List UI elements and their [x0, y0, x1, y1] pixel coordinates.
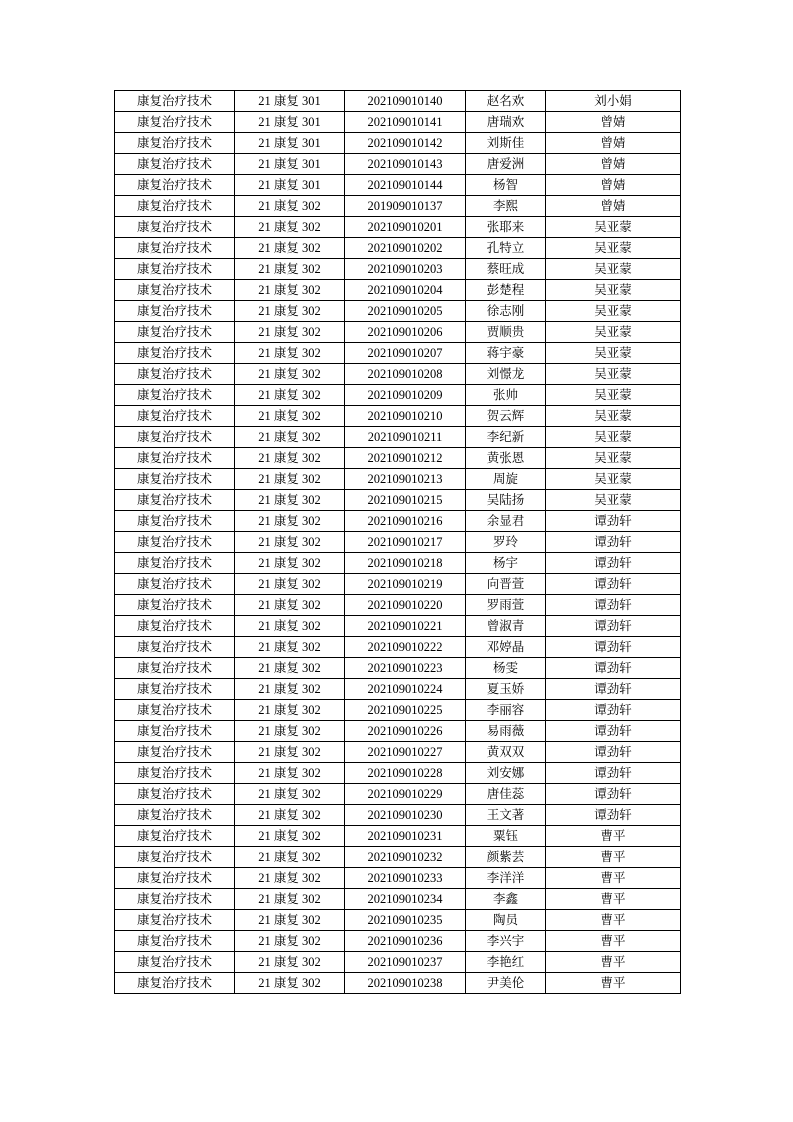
- cell-student_id: 202109010237: [345, 952, 466, 973]
- cell-class: 21 康复 301: [235, 112, 345, 133]
- table-row: [115, 280, 681, 301]
- table-row: [115, 175, 681, 196]
- cell-class: 21 康复 301: [235, 175, 345, 196]
- cell-class: 21 康复 302: [235, 280, 345, 301]
- cell-student_name: 王文著: [466, 805, 546, 826]
- table-row: [115, 826, 681, 847]
- cell-advisor: 吴亚蒙: [546, 427, 681, 448]
- cell-class: 21 康复 302: [235, 322, 345, 343]
- table-row: [115, 259, 681, 280]
- cell-student_id: 202109010236: [345, 931, 466, 952]
- cell-class: 21 康复 302: [235, 490, 345, 511]
- cell-major: 康复治疗技术: [115, 868, 235, 889]
- table-row: [115, 595, 681, 616]
- cell-advisor: 曹平: [546, 826, 681, 847]
- cell-class: 21 康复 302: [235, 616, 345, 637]
- cell-major: 康复治疗技术: [115, 490, 235, 511]
- cell-major: 康复治疗技术: [115, 784, 235, 805]
- cell-student_id: 202109010223: [345, 658, 466, 679]
- cell-major: 康复治疗技术: [115, 700, 235, 721]
- cell-advisor: 吴亚蒙: [546, 448, 681, 469]
- cell-class: 21 康复 302: [235, 931, 345, 952]
- cell-major: 康复治疗技术: [115, 679, 235, 700]
- cell-student_id: 202109010219: [345, 574, 466, 595]
- cell-student_name: 刘憬龙: [466, 364, 546, 385]
- table-row: [115, 700, 681, 721]
- table-row: [115, 637, 681, 658]
- cell-major: 康复治疗技术: [115, 763, 235, 784]
- cell-class: 21 康复 302: [235, 448, 345, 469]
- cell-advisor: 吴亚蒙: [546, 280, 681, 301]
- cell-class: 21 康复 301: [235, 91, 345, 112]
- cell-advisor: 曹平: [546, 868, 681, 889]
- cell-student_id: 202109010203: [345, 259, 466, 280]
- cell-student_id: 201909010137: [345, 196, 466, 217]
- cell-student_id: 202109010238: [345, 973, 466, 994]
- cell-student_name: 李丽容: [466, 700, 546, 721]
- cell-advisor: 谭劲轩: [546, 700, 681, 721]
- cell-student_name: 邓婷晶: [466, 637, 546, 658]
- cell-major: 康复治疗技术: [115, 637, 235, 658]
- table-row: [115, 511, 681, 532]
- table-row: [115, 847, 681, 868]
- cell-major: 康复治疗技术: [115, 931, 235, 952]
- cell-class: 21 康复 302: [235, 847, 345, 868]
- cell-student_id: 202109010144: [345, 175, 466, 196]
- cell-major: 康复治疗技术: [115, 511, 235, 532]
- cell-advisor: 谭劲轩: [546, 784, 681, 805]
- cell-student_name: 唐佳蕊: [466, 784, 546, 805]
- table-row: [115, 217, 681, 238]
- table-row: [115, 133, 681, 154]
- cell-advisor: 吴亚蒙: [546, 490, 681, 511]
- cell-advisor: 谭劲轩: [546, 574, 681, 595]
- table-row: [115, 238, 681, 259]
- cell-student_name: 李熙: [466, 196, 546, 217]
- cell-student_id: 202109010211: [345, 427, 466, 448]
- cell-student_name: 彭楚程: [466, 280, 546, 301]
- cell-student_name: 张耶来: [466, 217, 546, 238]
- cell-student_name: 黄双双: [466, 742, 546, 763]
- cell-student_name: 贾顺贵: [466, 322, 546, 343]
- cell-major: 康复治疗技术: [115, 721, 235, 742]
- cell-major: 康复治疗技术: [115, 343, 235, 364]
- cell-class: 21 康复 301: [235, 154, 345, 175]
- cell-student_id: 202109010213: [345, 469, 466, 490]
- table-row: [115, 763, 681, 784]
- cell-student_id: 202109010143: [345, 154, 466, 175]
- cell-advisor: 谭劲轩: [546, 679, 681, 700]
- cell-class: 21 康复 302: [235, 301, 345, 322]
- cell-advisor: 曹平: [546, 931, 681, 952]
- table-row: [115, 574, 681, 595]
- cell-student_id: 202109010232: [345, 847, 466, 868]
- cell-advisor: 谭劲轩: [546, 637, 681, 658]
- cell-advisor: 吴亚蒙: [546, 259, 681, 280]
- cell-advisor: 谭劲轩: [546, 553, 681, 574]
- cell-student_name: 罗雨萱: [466, 595, 546, 616]
- cell-student_id: 202109010215: [345, 490, 466, 511]
- cell-class: 21 康复 302: [235, 595, 345, 616]
- cell-student_id: 202109010205: [345, 301, 466, 322]
- cell-class: 21 康复 302: [235, 784, 345, 805]
- cell-student_name: 孔特立: [466, 238, 546, 259]
- cell-advisor: 谭劲轩: [546, 721, 681, 742]
- cell-major: 康复治疗技术: [115, 427, 235, 448]
- cell-major: 康复治疗技术: [115, 238, 235, 259]
- cell-class: 21 康复 302: [235, 910, 345, 931]
- cell-student_name: 曾淑青: [466, 616, 546, 637]
- cell-advisor: 谭劲轩: [546, 763, 681, 784]
- cell-major: 康复治疗技术: [115, 847, 235, 868]
- cell-class: 21 康复 302: [235, 469, 345, 490]
- cell-advisor: 谭劲轩: [546, 511, 681, 532]
- table-row: [115, 931, 681, 952]
- cell-advisor: 吴亚蒙: [546, 322, 681, 343]
- cell-student_id: 202109010227: [345, 742, 466, 763]
- cell-student_name: 刘安娜: [466, 763, 546, 784]
- cell-student_name: 易雨薇: [466, 721, 546, 742]
- cell-advisor: 曹平: [546, 910, 681, 931]
- cell-advisor: 曾婧: [546, 175, 681, 196]
- cell-student_name: 尹美伦: [466, 973, 546, 994]
- cell-major: 康复治疗技术: [115, 280, 235, 301]
- cell-student_name: 唐爱洲: [466, 154, 546, 175]
- cell-class: 21 康复 302: [235, 196, 345, 217]
- table-row: [115, 616, 681, 637]
- cell-student_id: 202109010210: [345, 406, 466, 427]
- cell-major: 康复治疗技术: [115, 175, 235, 196]
- cell-class: 21 康复 302: [235, 364, 345, 385]
- cell-student_name: 张帅: [466, 385, 546, 406]
- cell-advisor: 吴亚蒙: [546, 301, 681, 322]
- cell-class: 21 康复 301: [235, 133, 345, 154]
- table-row: [115, 322, 681, 343]
- cell-advisor: 吴亚蒙: [546, 469, 681, 490]
- cell-student_name: 李兴宇: [466, 931, 546, 952]
- cell-student_id: 202109010202: [345, 238, 466, 259]
- cell-class: 21 康复 302: [235, 826, 345, 847]
- cell-class: 21 康复 302: [235, 217, 345, 238]
- cell-major: 康复治疗技术: [115, 826, 235, 847]
- cell-major: 康复治疗技术: [115, 889, 235, 910]
- cell-class: 21 康复 302: [235, 553, 345, 574]
- cell-student_name: 夏玉娇: [466, 679, 546, 700]
- table-row: [115, 784, 681, 805]
- cell-major: 康复治疗技术: [115, 91, 235, 112]
- cell-class: 21 康复 302: [235, 343, 345, 364]
- cell-class: 21 康复 302: [235, 973, 345, 994]
- cell-student_id: 202109010206: [345, 322, 466, 343]
- table-row: [115, 742, 681, 763]
- table-row: [115, 385, 681, 406]
- table-row: [115, 973, 681, 994]
- table-row: [115, 448, 681, 469]
- cell-student_id: 202109010209: [345, 385, 466, 406]
- cell-student_name: 罗玲: [466, 532, 546, 553]
- table-row: [115, 679, 681, 700]
- cell-advisor: 曾婧: [546, 133, 681, 154]
- cell-class: 21 康复 302: [235, 658, 345, 679]
- table-row: [115, 427, 681, 448]
- cell-major: 康复治疗技术: [115, 952, 235, 973]
- cell-class: 21 康复 302: [235, 259, 345, 280]
- cell-major: 康复治疗技术: [115, 406, 235, 427]
- cell-advisor: 谭劲轩: [546, 616, 681, 637]
- cell-advisor: 吴亚蒙: [546, 238, 681, 259]
- cell-major: 康复治疗技术: [115, 805, 235, 826]
- cell-major: 康复治疗技术: [115, 469, 235, 490]
- cell-advisor: 刘小娟: [546, 91, 681, 112]
- cell-student_name: 刘斯佳: [466, 133, 546, 154]
- table-row: [115, 154, 681, 175]
- table-row: [115, 889, 681, 910]
- cell-major: 康复治疗技术: [115, 658, 235, 679]
- student-advisor-table: [114, 90, 681, 994]
- cell-student_id: 202109010140: [345, 91, 466, 112]
- cell-student_name: 唐瑞欢: [466, 112, 546, 133]
- cell-student_name: 杨智: [466, 175, 546, 196]
- cell-student_id: 202109010201: [345, 217, 466, 238]
- table-row: [115, 805, 681, 826]
- cell-major: 康复治疗技术: [115, 196, 235, 217]
- cell-student_name: 徐志刚: [466, 301, 546, 322]
- cell-student_name: 杨雯: [466, 658, 546, 679]
- cell-student_name: 赵名欢: [466, 91, 546, 112]
- cell-student_id: 202109010142: [345, 133, 466, 154]
- cell-advisor: 曾婧: [546, 112, 681, 133]
- cell-major: 康复治疗技术: [115, 322, 235, 343]
- table-row: [115, 112, 681, 133]
- cell-student_id: 202109010208: [345, 364, 466, 385]
- cell-class: 21 康复 302: [235, 637, 345, 658]
- cell-student_id: 202109010218: [345, 553, 466, 574]
- cell-advisor: 谭劲轩: [546, 805, 681, 826]
- cell-major: 康复治疗技术: [115, 553, 235, 574]
- cell-student_id: 202109010224: [345, 679, 466, 700]
- table-row: [115, 868, 681, 889]
- cell-class: 21 康复 302: [235, 427, 345, 448]
- cell-major: 康复治疗技术: [115, 595, 235, 616]
- table-row: [115, 406, 681, 427]
- cell-class: 21 康复 302: [235, 763, 345, 784]
- cell-class: 21 康复 302: [235, 406, 345, 427]
- cell-student_name: 向晋萱: [466, 574, 546, 595]
- cell-student_id: 202109010222: [345, 637, 466, 658]
- cell-student_name: 周旋: [466, 469, 546, 490]
- table-row: [115, 553, 681, 574]
- table-row: [115, 910, 681, 931]
- cell-student_name: 贺云辉: [466, 406, 546, 427]
- cell-student_name: 蒋宇豪: [466, 343, 546, 364]
- cell-student_name: 余显君: [466, 511, 546, 532]
- cell-major: 康复治疗技术: [115, 616, 235, 637]
- cell-major: 康复治疗技术: [115, 910, 235, 931]
- cell-class: 21 康复 302: [235, 721, 345, 742]
- cell-advisor: 吴亚蒙: [546, 343, 681, 364]
- cell-class: 21 康复 302: [235, 574, 345, 595]
- table-row: [115, 721, 681, 742]
- cell-student_name: 李纪新: [466, 427, 546, 448]
- cell-advisor: 谭劲轩: [546, 532, 681, 553]
- cell-student_id: 202109010216: [345, 511, 466, 532]
- cell-class: 21 康复 302: [235, 889, 345, 910]
- cell-student_id: 202109010212: [345, 448, 466, 469]
- cell-student_name: 李洋洋: [466, 868, 546, 889]
- cell-major: 康复治疗技术: [115, 133, 235, 154]
- cell-student_id: 202109010228: [345, 763, 466, 784]
- cell-major: 康复治疗技术: [115, 574, 235, 595]
- cell-student_id: 202109010230: [345, 805, 466, 826]
- table-body: [115, 91, 681, 994]
- cell-advisor: 曹平: [546, 847, 681, 868]
- cell-advisor: 谭劲轩: [546, 742, 681, 763]
- cell-student_name: 李鑫: [466, 889, 546, 910]
- cell-student_name: 李艳红: [466, 952, 546, 973]
- cell-student_name: 黄张恩: [466, 448, 546, 469]
- cell-major: 康复治疗技术: [115, 532, 235, 553]
- cell-advisor: 曹平: [546, 889, 681, 910]
- cell-class: 21 康复 302: [235, 385, 345, 406]
- cell-student_name: 杨宇: [466, 553, 546, 574]
- cell-student_id: 202109010233: [345, 868, 466, 889]
- cell-class: 21 康复 302: [235, 511, 345, 532]
- table-row: [115, 532, 681, 553]
- cell-major: 康复治疗技术: [115, 112, 235, 133]
- cell-advisor: 吴亚蒙: [546, 385, 681, 406]
- cell-major: 康复治疗技术: [115, 448, 235, 469]
- cell-class: 21 康复 302: [235, 679, 345, 700]
- table-row: [115, 952, 681, 973]
- cell-major: 康复治疗技术: [115, 973, 235, 994]
- cell-student_id: 202109010204: [345, 280, 466, 301]
- cell-advisor: 曾婧: [546, 154, 681, 175]
- table-row: [115, 469, 681, 490]
- cell-class: 21 康复 302: [235, 700, 345, 721]
- table-row: [115, 301, 681, 322]
- cell-student_id: 202109010207: [345, 343, 466, 364]
- table-row: [115, 91, 681, 112]
- cell-student_id: 202109010225: [345, 700, 466, 721]
- cell-major: 康复治疗技术: [115, 301, 235, 322]
- cell-student_name: 颜紫芸: [466, 847, 546, 868]
- cell-student_id: 202109010217: [345, 532, 466, 553]
- cell-student_id: 202109010226: [345, 721, 466, 742]
- cell-advisor: 曾婧: [546, 196, 681, 217]
- cell-student_name: 粟钰: [466, 826, 546, 847]
- cell-student_id: 202109010221: [345, 616, 466, 637]
- table-row: [115, 658, 681, 679]
- cell-major: 康复治疗技术: [115, 385, 235, 406]
- cell-student_id: 202109010141: [345, 112, 466, 133]
- cell-class: 21 康复 302: [235, 238, 345, 259]
- table-row: [115, 490, 681, 511]
- cell-student_name: 陶员: [466, 910, 546, 931]
- cell-student_name: 吴陆扬: [466, 490, 546, 511]
- cell-class: 21 康复 302: [235, 532, 345, 553]
- cell-class: 21 康复 302: [235, 805, 345, 826]
- cell-advisor: 曹平: [546, 952, 681, 973]
- cell-advisor: 谭劲轩: [546, 595, 681, 616]
- table-row: [115, 364, 681, 385]
- cell-advisor: 曹平: [546, 973, 681, 994]
- cell-advisor: 吴亚蒙: [546, 364, 681, 385]
- cell-student_name: 蔡旺成: [466, 259, 546, 280]
- cell-major: 康复治疗技术: [115, 364, 235, 385]
- cell-major: 康复治疗技术: [115, 742, 235, 763]
- cell-major: 康复治疗技术: [115, 217, 235, 238]
- cell-major: 康复治疗技术: [115, 154, 235, 175]
- table-row: [115, 196, 681, 217]
- cell-class: 21 康复 302: [235, 868, 345, 889]
- cell-advisor: 谭劲轩: [546, 658, 681, 679]
- table-row: [115, 343, 681, 364]
- cell-major: 康复治疗技术: [115, 259, 235, 280]
- cell-student_id: 202109010234: [345, 889, 466, 910]
- cell-class: 21 康复 302: [235, 742, 345, 763]
- cell-student_id: 202109010235: [345, 910, 466, 931]
- cell-advisor: 吴亚蒙: [546, 406, 681, 427]
- cell-class: 21 康复 302: [235, 952, 345, 973]
- cell-student_id: 202109010220: [345, 595, 466, 616]
- cell-student_id: 202109010229: [345, 784, 466, 805]
- cell-advisor: 吴亚蒙: [546, 217, 681, 238]
- cell-student_id: 202109010231: [345, 826, 466, 847]
